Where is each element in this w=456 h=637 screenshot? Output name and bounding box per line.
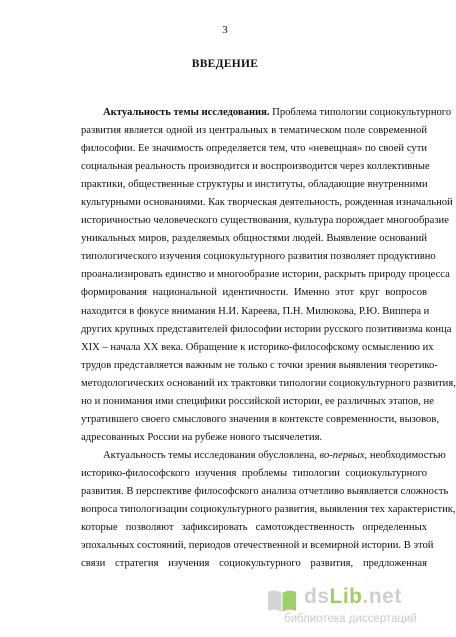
text-line — [81, 447, 446, 465]
text-line: формирования национальной идентичности. Именно этот круг вопросов — [81, 287, 427, 299]
watermark-subtitle: библиотека диссертаций — [284, 613, 417, 625]
page-number: 3 — [222, 24, 228, 36]
text-line — [81, 104, 452, 122]
text-line: методологических оснований их трактовки типологии социокультурного развития, — [81, 377, 456, 389]
text-line: проанализировать единство и многообразие истории, раскрыть природу процесса — [81, 269, 450, 281]
text-line: которые позволяют зафиксировать самотождественность определенных — [81, 522, 427, 534]
text-line: практики, общественные структуры и институты, обладающие внутренними — [81, 179, 428, 191]
text-line: историчностью человеческого существования, культура порождает многообразие — [81, 215, 449, 227]
text-line: развития. В перспективе философского анализа отчетливо выявляется сложность — [81, 485, 449, 497]
text-line: культурными основаниями. Как творческая деятельность, рожденная изначальной — [81, 197, 453, 209]
watermark — [266, 585, 436, 629]
lead-phrase: Актуальность темы исследования. — [103, 107, 270, 118]
text-span: Актуальность темы исследования обусловлена, — [103, 449, 320, 461]
text-line: развития является одной из центральных в тематическом поле современной — [81, 125, 427, 137]
text-span: Проблема типологии социокультурного — [269, 107, 452, 118]
text-line: вопроса типологизации социокультурного развития, выявления тех характеристик, — [81, 504, 456, 516]
text-line: XIX – начала XX века. Обращение к историко-философскому осмыслению их — [81, 341, 434, 353]
text-line: связи стратегия изучения социокультурного развития, предложенная — [81, 558, 427, 570]
text-line: трудов представляется важным не только с точки зрения выявления теоретико- — [81, 359, 438, 371]
section-heading: ВВЕДЕНИЕ — [191, 58, 259, 70]
text-line: адресованных России на рубеже нового тысячелетия. — [81, 431, 323, 443]
text-line: эпохальных состояний, периодов отечественной и всемирной истории. В этой — [81, 540, 434, 552]
italic-phrase: во-первых — [319, 449, 365, 461]
text-line: философии. Ее значимость определяется тем, что «невещная» по своей сути — [81, 143, 427, 155]
text-line: уникальных миров, разделяемых общностями людей. Выявление оснований — [81, 233, 427, 245]
book-logo-icon — [266, 587, 298, 615]
text-line: но и понимания ими специфики российской истории, ее различных этапов, не — [81, 395, 434, 407]
body-text — [81, 104, 456, 570]
text-line: типологического изучения социокультурного развития позволяет продуктивно — [81, 251, 436, 263]
watermark-brand: dsLib.net — [304, 585, 402, 608]
text-line: социальная реальность производится и воспроизводится через коллективные — [81, 161, 430, 173]
text-line: других крупных представителей философии истории русского позитивизма конца — [81, 323, 452, 335]
text-line: утратившего своего смыслового значения в контексте современности, вызовов, — [81, 413, 439, 425]
text-line: находится в фокусе внимания Н.И. Кареева, П.Н. Милюкова, Р.Ю. Виппера и — [81, 305, 430, 317]
text-span: , необходимостью — [364, 449, 446, 461]
text-line: историко-философского изучения проблемы типологии социокультурного — [81, 467, 427, 479]
